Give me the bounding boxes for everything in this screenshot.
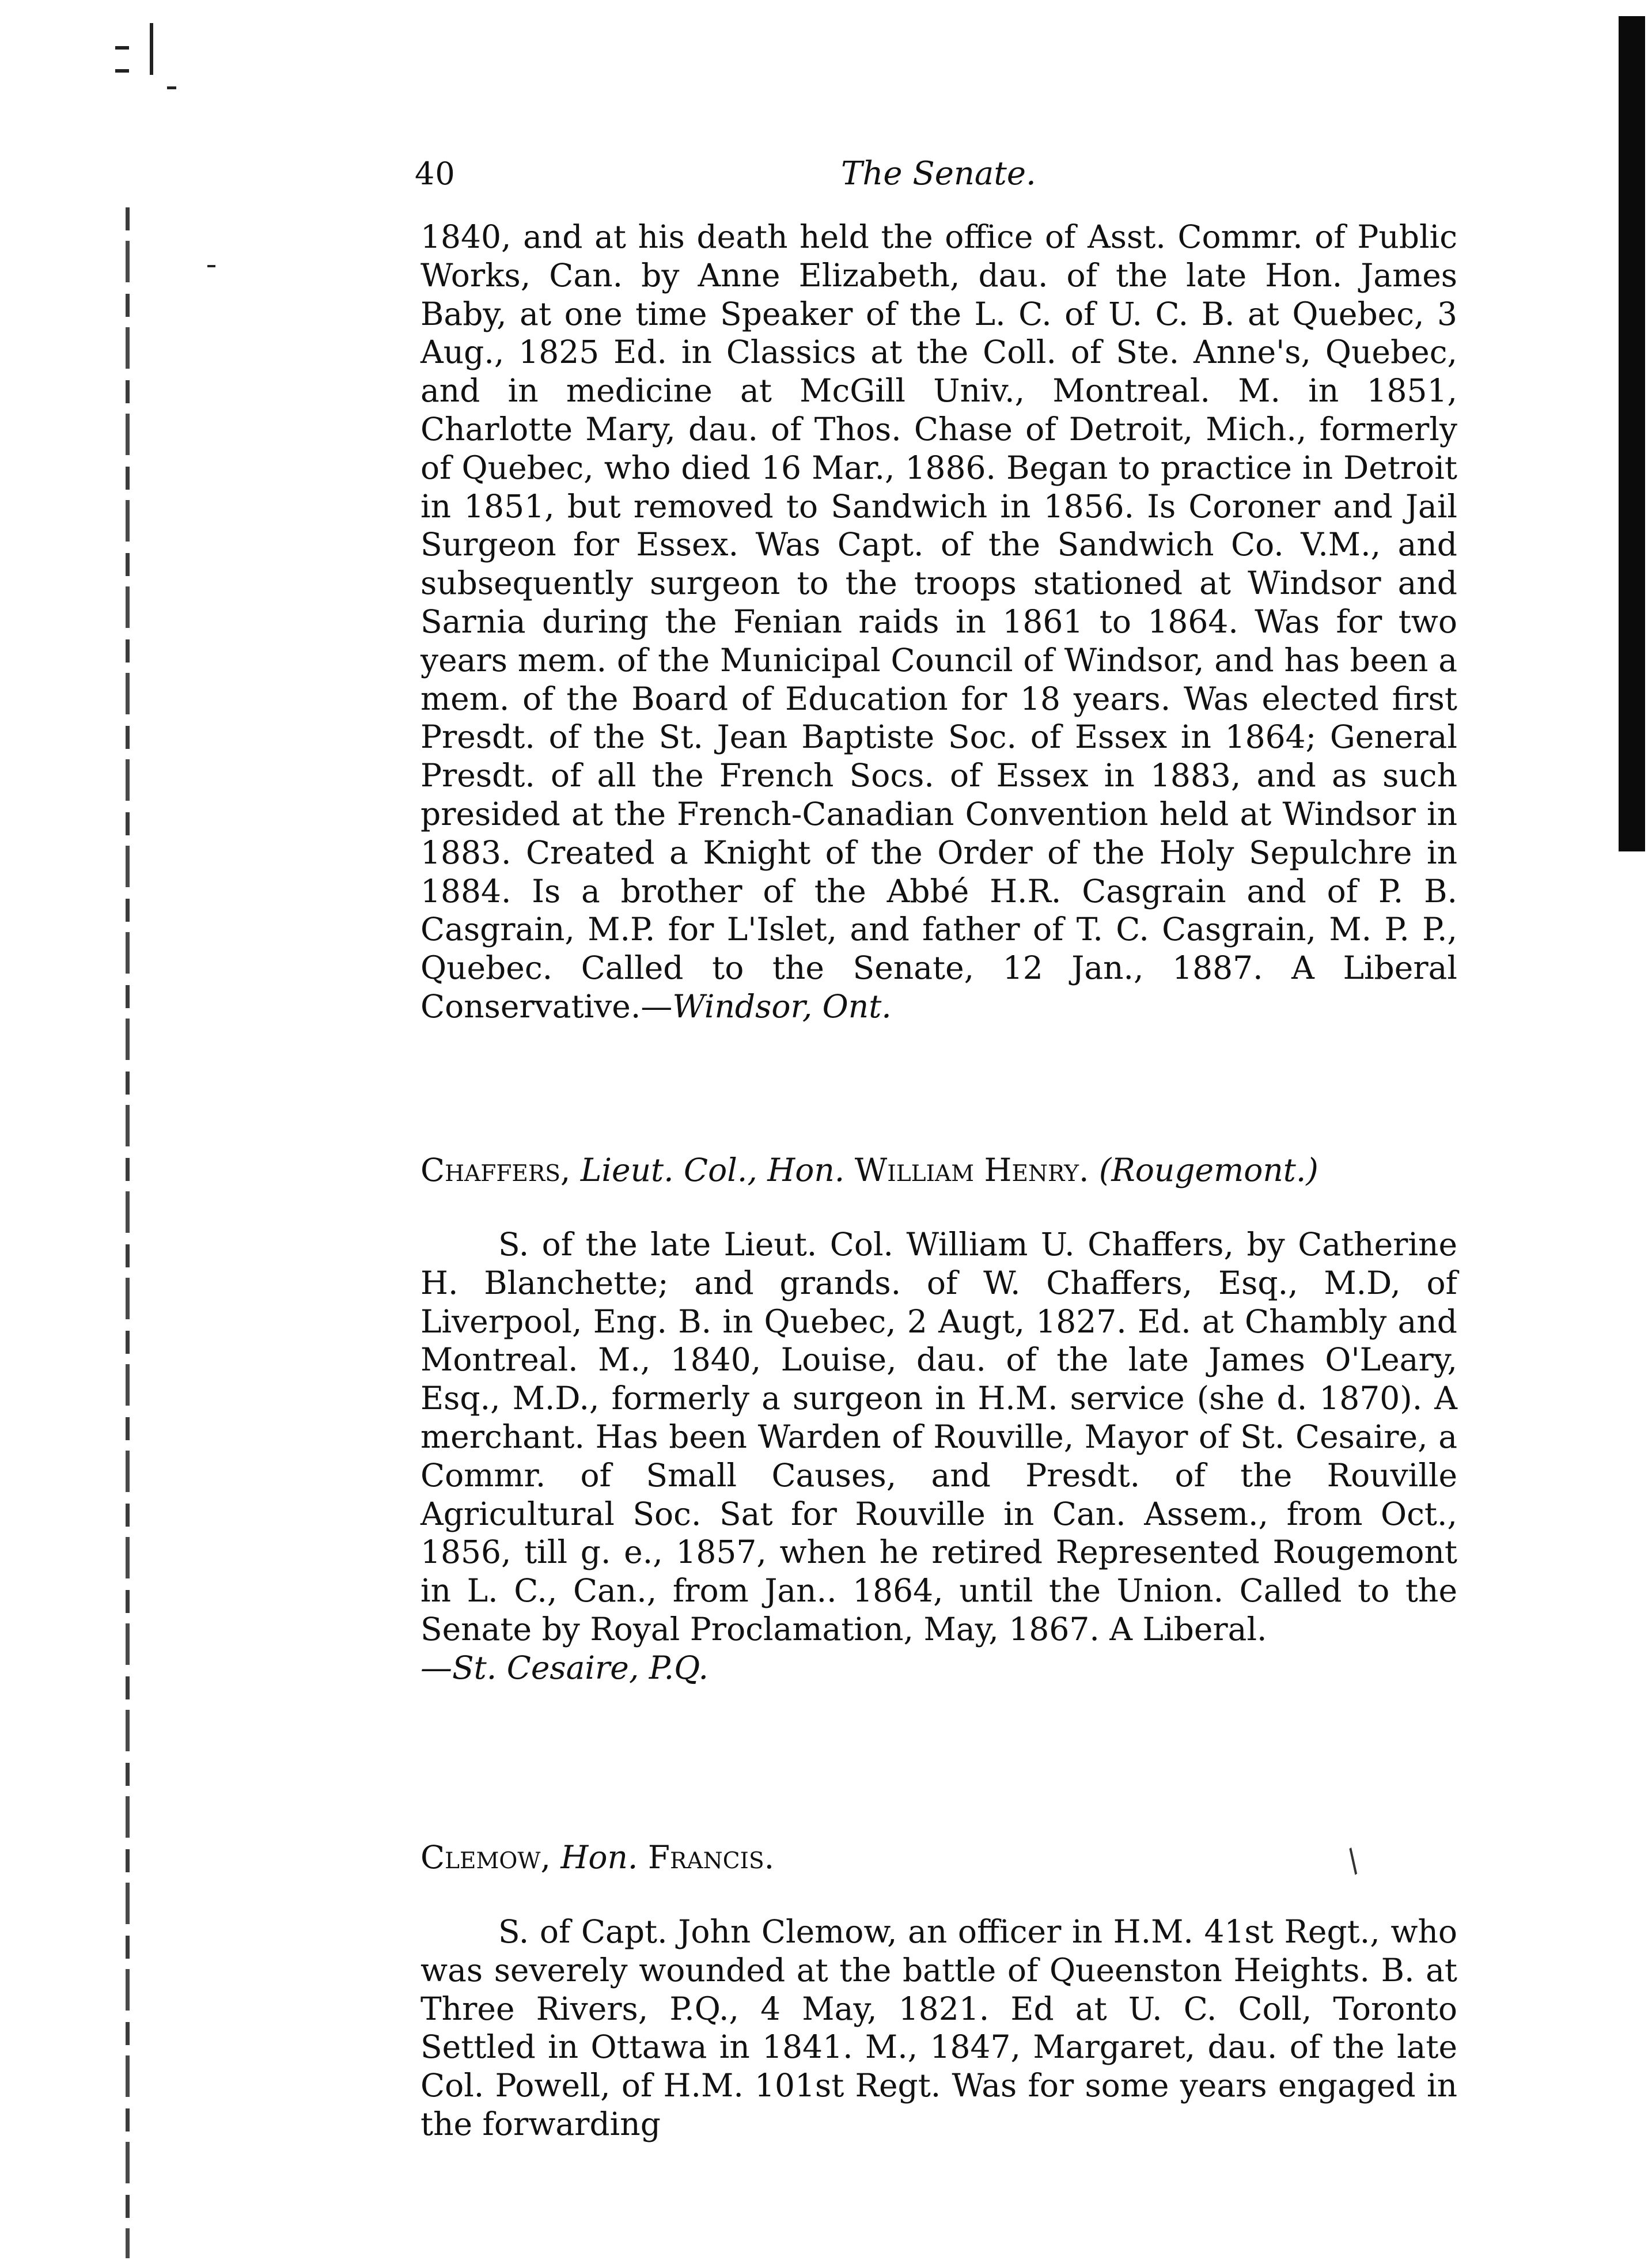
entry-honorific: Hon. xyxy=(560,1839,638,1876)
entry-residence: —St. Cesaire, P.Q. xyxy=(420,1649,708,1686)
entry-paragraph-chaffers xyxy=(420,1225,1457,1803)
scan-speck xyxy=(115,69,129,73)
entry-text: S. of the late Lieut. Col. William U. Chaffers, by Catherine H. Blanchette; and grands. of W. Chaffers, Esq., M.D, of Liverpool, Eng. B. in Quebec, 2 Augt, 1827. Ed. at Chambly and Montreal. M., 1840, Louise, dau. of the late James O'Leary, Esq., M.D., formerly a surgeon in H.M. service (she d. 1870). A merchant. Has been Warden of Rouville, Mayor of St. Cesaire, a Commr. of Small Causes, and Presdt. of the Rouville Agricultural Soc. Sat for Rouville in Can. Assem., from Oct., 1856, till g. e., 1857, when he retired Represented Rougemont in L. C., Can., from Jan.. 1864, until the Union. Called to the Senate by Royal Proclamation, May, 1867. A Liberal. xyxy=(420,1226,1457,1648)
scan-edge-bar xyxy=(1619,16,1645,851)
entry-given-names: Francis. xyxy=(647,1839,775,1876)
entry-surname: Chaffers, xyxy=(420,1152,571,1188)
entry-heading-chaffers xyxy=(420,1151,1457,1190)
entry-surname: Clemow, xyxy=(420,1839,551,1876)
scan-binding-shadow xyxy=(126,207,130,2258)
scan-speck xyxy=(207,265,215,267)
text-column xyxy=(420,218,1457,2143)
entry-paragraph-clemow xyxy=(420,1913,1457,2143)
entry-division: (Rougemont.) xyxy=(1098,1152,1318,1188)
entry-continuation-paragraph xyxy=(420,218,1457,1119)
scan-speck xyxy=(150,23,153,75)
entry-text: 1840, and at his death held the office of Asst. Commr. of Public Works, Can. by Anne Elizabeth, dau. of the late Hon. James Baby, at one time Speaker of the L. C. of U. C. B. at Quebec, 3 Aug., 1825 Ed. in Classics at the Coll. of Ste. Anne's, Quebec, and in medicine at McGill Univ., Montreal. M. in 1851, Charlotte Mary, dau. of Thos. Chase of Detroit, Mich., formerly of Quebec, who died 16 Mar., 1886. Began to practice in Detroit in 1851, but removed to Sandwich in 1856. Is Coroner and Jail Surgeon for Essex. Was Capt. of the Sandwich Co. V.M., and subsequently surgeon to the troops stationed at Windsor and Sarnia during the Fenian raids in 1861 to 1864. Was for two years mem. of the Municipal Council of Windsor, and has been a mem. of the Board of Education for 18 years. Was elected first Presdt. of the St. Jean Baptiste Soc. of Essex in 1864; General Presdt. of all the French Socs. of Essex in 1883, and as such presided at the French-Canadian Convention held at Windsor in 1883. Created a Knight of the Order of the Holy Sepulchre in 1884. Is a brother of the Abbé H.R. Casgrain and of P. B. Casgrain, M.P. for L'Islet, and father of T. C. Casgrain, M. P. P., Quebec. Called to the Senate, 12 Jan., 1887. A Liberal Conservative.— xyxy=(420,218,1457,1025)
page-number: 40 xyxy=(415,156,456,192)
entry-given-names: William Henry. xyxy=(854,1152,1089,1188)
running-title: The Senate. xyxy=(841,155,1036,192)
running-header xyxy=(415,157,1048,191)
scan-speck xyxy=(167,86,176,89)
entry-text: S. of Capt. John Clemow, an officer in H.M. 41st Regt., who was severely wounded at the battle of Queenston Heights. B. at Three Rivers, P.Q., 4 May, 1821. Ed at U. C. Coll, Toronto Settled in Ottawa in 1841. M., 1847, Margaret, dau. of the late Col. Powell, of H.M. 101st Regt. Was for some years engaged in the forwarding xyxy=(420,1913,1457,2142)
entry-honorific: Lieut. Col., Hon. xyxy=(580,1152,845,1188)
pen-mark-icon: / xyxy=(1339,1842,1367,1879)
entry-residence: Windsor, Ont. xyxy=(672,987,892,1025)
entry-heading-clemow xyxy=(420,1838,1457,1877)
scan-speck xyxy=(115,46,129,50)
